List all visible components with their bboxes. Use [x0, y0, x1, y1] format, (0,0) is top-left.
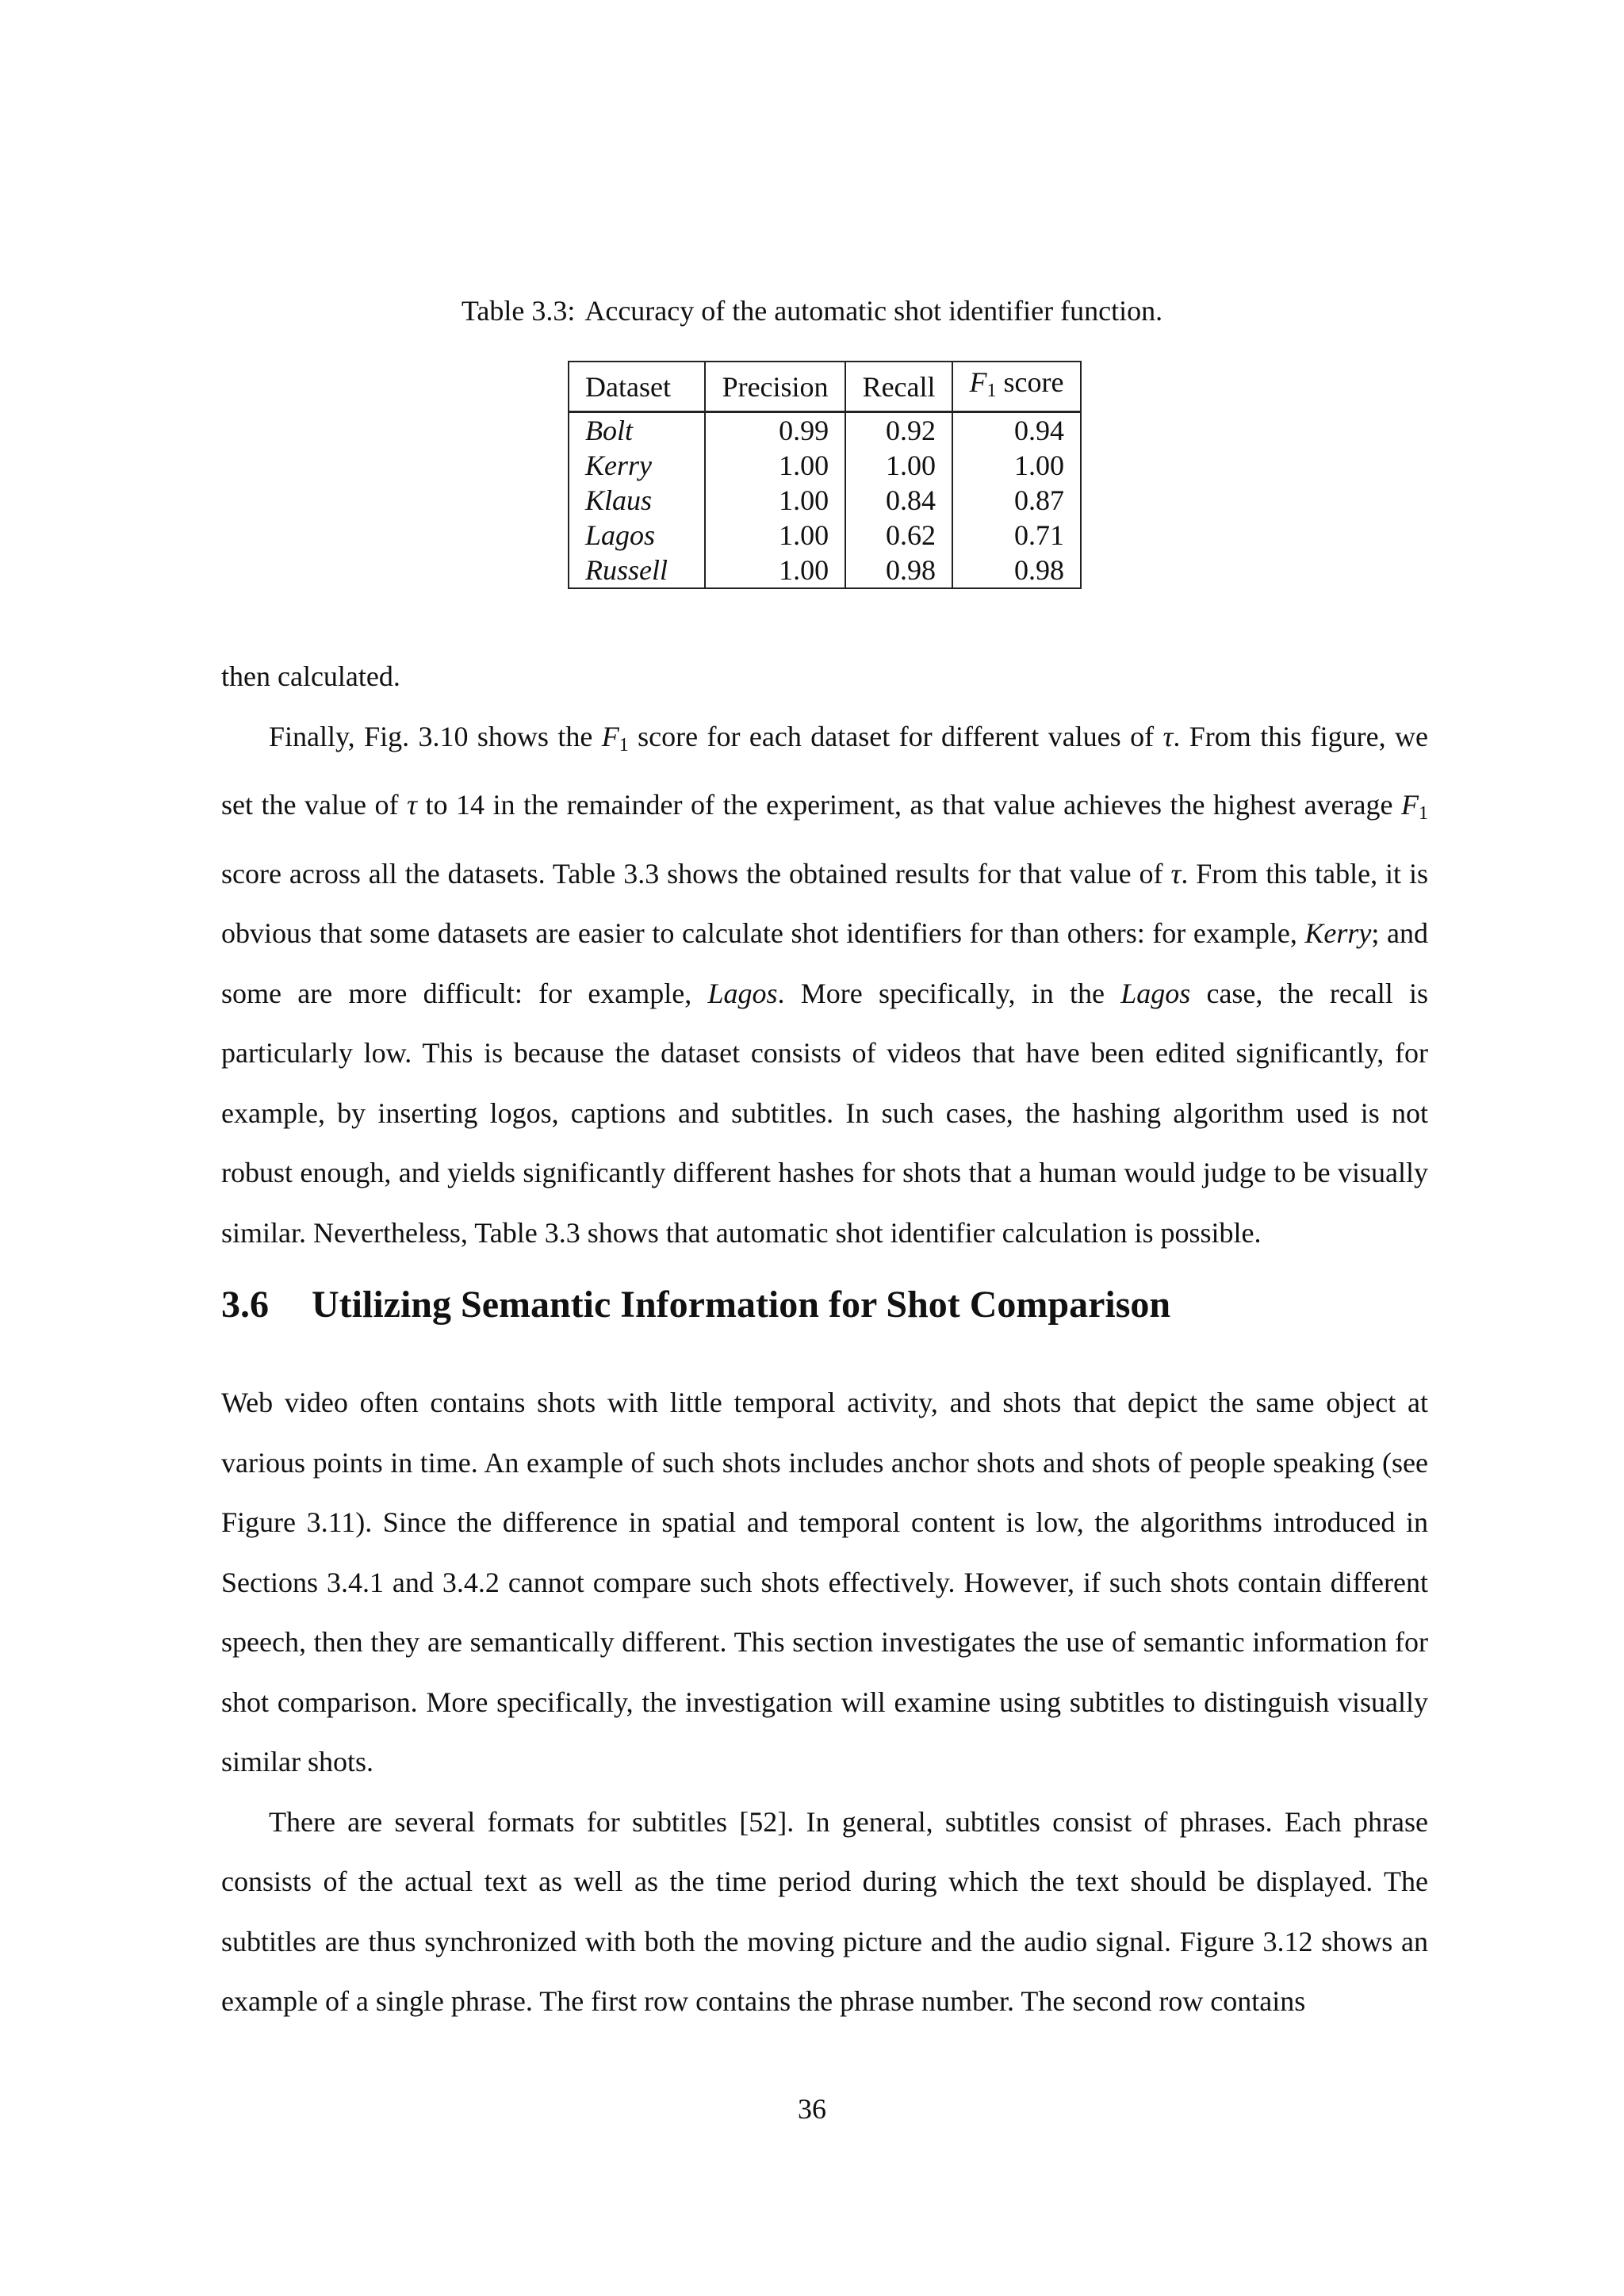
f1-score-label: score — [1003, 366, 1064, 398]
cell-precision: 1.00 — [705, 553, 845, 588]
math-tau: τ — [1170, 857, 1182, 890]
text-run: ; and some are more difficult: for example, — [221, 917, 1428, 1009]
math-f: F — [601, 720, 619, 752]
text-run: . More specifically, in the — [777, 977, 1121, 1009]
cell-f1: 0.98 — [952, 553, 1081, 588]
math-subscript: 1 — [619, 734, 629, 756]
body-text-upper — [221, 647, 1428, 1263]
page-number: 36 — [798, 2093, 826, 2125]
table-row — [569, 448, 1081, 483]
table-row — [569, 518, 1081, 553]
cell-dataset: Bolt — [569, 412, 705, 449]
table-header-row — [569, 362, 1081, 412]
section-heading — [221, 1280, 1170, 1330]
table-row — [569, 553, 1081, 588]
cell-dataset: Russell — [569, 553, 705, 588]
cell-f1: 0.94 — [952, 412, 1081, 449]
cell-recall: 0.84 — [845, 483, 952, 518]
cell-dataset: Klaus — [569, 483, 705, 518]
section-number: 3.6 — [221, 1284, 269, 1326]
math-f: F — [1401, 789, 1419, 821]
f1-symbol: F — [969, 366, 987, 398]
paragraph-results — [221, 707, 1428, 1264]
text-run: . From this table, it is obvious that some datasets are easier to calculate shot identifiers for than others: for example, — [221, 857, 1428, 949]
section-title: Utilizing Semantic Information for Shot Comparison — [312, 1284, 1171, 1326]
paragraph-subtitles: There are several formats for subtitles [52]. In general, subtitles consist of phrases. Each phrase consists of the actual text as well as the time period during which the text should be displayed. The subtitles are thus synchronized with both the moving picture and the audio signal. Figure 3.12 shows an example of a single phrase. The first row contains the phrase number. The second row contains — [221, 1805, 1428, 2017]
dataset-name: Kerry — [1304, 917, 1372, 949]
table-caption-label: Table 3.3: — [461, 295, 576, 327]
cell-precision: 1.00 — [705, 483, 845, 518]
math-tau: τ — [1162, 720, 1174, 752]
cell-f1: 0.87 — [952, 483, 1081, 518]
cell-dataset: Kerry — [569, 448, 705, 483]
dataset-name: Lagos — [707, 977, 778, 1009]
f1-subscript: 1 — [986, 381, 997, 401]
cell-dataset: Lagos — [569, 518, 705, 553]
text-run: score across all the datasets. Table 3.3 shows the obtained results for that value of — [221, 857, 1171, 890]
cell-precision: 0.99 — [705, 412, 845, 449]
table-caption — [0, 292, 1624, 330]
cell-f1: 1.00 — [952, 448, 1081, 483]
cell-recall: 0.92 — [845, 412, 952, 449]
header-precision: Precision — [705, 362, 845, 412]
body-text-lower — [221, 1373, 1428, 2032]
header-dataset: Dataset — [569, 362, 705, 412]
accuracy-table — [568, 361, 1082, 589]
text-run: to 14 in the remainder of the experiment, as that value achieves the highest average — [416, 789, 1402, 821]
cell-f1: 0.71 — [952, 518, 1081, 553]
cell-recall: 0.98 — [845, 553, 952, 588]
table-row — [569, 412, 1081, 449]
cell-recall: 1.00 — [845, 448, 952, 483]
text-run: score for each dataset for different values of — [628, 720, 1163, 752]
cell-precision: 1.00 — [705, 518, 845, 553]
math-tau: τ — [407, 789, 417, 821]
cell-recall: 0.62 — [845, 518, 952, 553]
math-subscript: 1 — [1419, 803, 1429, 824]
text-run: . From this figure, we set the value of — [221, 720, 1428, 821]
paragraph-continuation: then calculated. — [221, 660, 400, 692]
cell-precision: 1.00 — [705, 448, 845, 483]
header-f1-score — [952, 362, 1081, 412]
text-run: Finally, Fig. 3.10 shows the — [269, 720, 602, 752]
dataset-name: Lagos — [1120, 977, 1191, 1009]
paragraph-semantic: Web video often contains shots with little temporal activity, and shots that depict the same object at various points in time. An example of such shots includes anchor shots and shots of people speaking (see Figure 3.11). Since the difference in spatial and temporal content is low, the algorithms introduced in Sections 3.4.1 and 3.4.2 cannot compare such shots effectively. However, if such shots contain different speech, then they are semantically different. This section investigates the use of semantic information for shot comparison. More specifically, the investigation will examine using subtitles to distinguish visually similar shots. — [221, 1387, 1428, 1777]
table-row — [569, 483, 1081, 518]
header-recall: Recall — [845, 362, 952, 412]
table-caption-text: Accuracy of the automatic shot identifier function. — [584, 295, 1163, 327]
text-run: case, the recall is particularly low. This is because the dataset consists of videos that have been edited significantly, for example, by inserting logos, captions and subtitles. In such cases, the hashing algorithm used is not robust enough, and yields significantly different hashes for shots that a human would judge to be visually similar. Nevertheless, Table 3.3 shows that automatic shot identifier calculation is possible. — [221, 977, 1428, 1249]
